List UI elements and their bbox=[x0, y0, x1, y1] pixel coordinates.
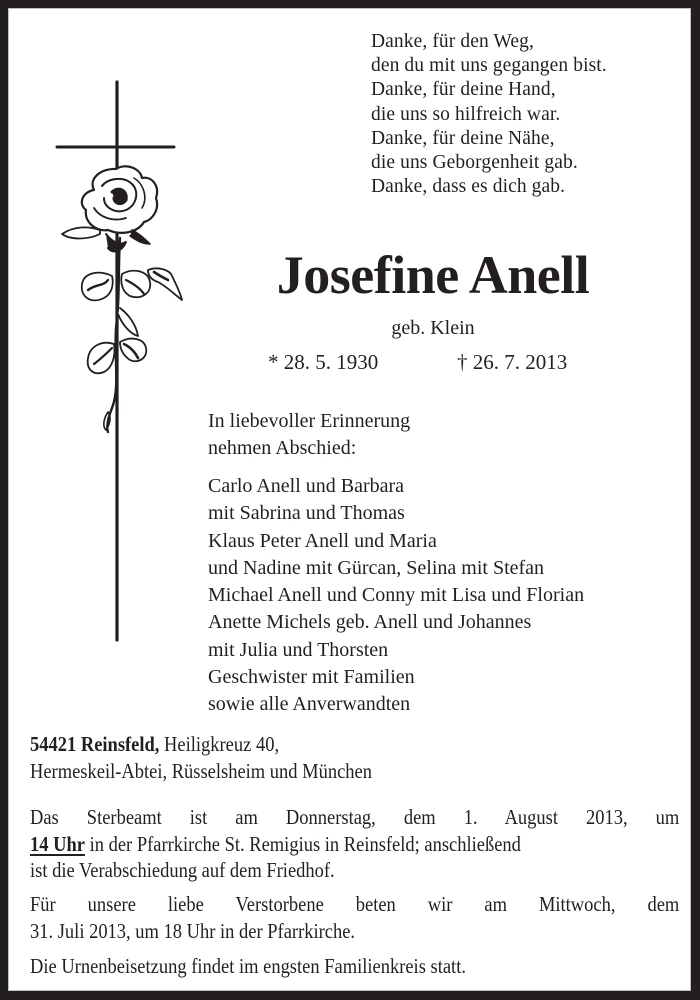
address-city: 54421 Reinsfeld, bbox=[30, 732, 160, 756]
prayer-line-1: Für unsere liebe Verstorbene beten wir am Mittwoch, dem bbox=[30, 892, 680, 916]
mourner-line: Geschwister mit Familien bbox=[208, 666, 415, 689]
funeral-service-info bbox=[30, 804, 679, 884]
obituary-notice bbox=[8, 8, 691, 991]
poem-line: die uns Geborgenheit gab. bbox=[371, 151, 578, 173]
mourner-line: mit Sabrina und Thomas bbox=[208, 502, 405, 525]
mourner-line: Anette Michels geb. Anell und Johannes bbox=[208, 611, 532, 634]
mourner-line: Klaus Peter Anell und Maria bbox=[208, 529, 437, 552]
poem-line: Danke, für deine Hand, bbox=[371, 79, 556, 101]
mourner-line: mit Julia und Thorsten bbox=[208, 638, 389, 661]
poem-line: Danke, dass es dich gab. bbox=[371, 176, 566, 198]
service-location: in der Pfarrkirche St. Remigius in Reinsfeld; anschließend bbox=[84, 831, 521, 856]
mourner-line: Carlo Anell und Barbara bbox=[208, 475, 405, 497]
deceased-name: Josefine Anell bbox=[276, 245, 590, 305]
service-line-2 bbox=[30, 831, 679, 858]
maiden-name: geb. Klein bbox=[391, 317, 475, 339]
poem bbox=[371, 30, 607, 199]
poem-line: Danke, für deine Nähe, bbox=[371, 127, 555, 149]
mourner-line: Michael Anell und Conny mit Lisa und Florian bbox=[208, 584, 585, 607]
address-street: Heiligkreuz 40, bbox=[159, 732, 280, 756]
service-line-1: Das Sterbeamt ist am Donnerstag, dem 1. August 2013, um bbox=[30, 805, 680, 829]
death-date: † 26. 7. 2013 bbox=[457, 350, 568, 374]
mourners-list bbox=[208, 473, 584, 719]
poem-line: Danke, für den Weg, bbox=[371, 31, 534, 52]
address-line-2: Hermeskeil-Abtei, Rüsselsheim und München bbox=[30, 758, 373, 783]
poem-line: die uns so hilfreich war. bbox=[371, 103, 561, 125]
burial-line-1: Die Urnenbeisetzung findet im engsten Familienkreis statt. bbox=[30, 954, 466, 978]
mourner-line: sowie alle Anverwandten bbox=[208, 693, 411, 716]
poem-line: den du mit uns gegangen bist. bbox=[371, 55, 607, 77]
service-time: 14 Uhr bbox=[30, 831, 85, 856]
family-address bbox=[30, 731, 679, 784]
prayer-line-2: 31. Juli 2013, um 18 Uhr in der Pfarrkirche. bbox=[30, 918, 356, 943]
intro-line: nehmen Abschied: bbox=[208, 437, 357, 459]
burial-info bbox=[30, 953, 679, 980]
service-line-3: ist die Verabschiedung auf dem Friedhof. bbox=[30, 858, 335, 882]
prayer-info bbox=[30, 891, 679, 944]
mourner-line: und Nadine mit Gürcan, Selina mit Stefan bbox=[208, 556, 545, 579]
address-line-1 bbox=[30, 731, 679, 758]
birth-date: * 28. 5. 1930 bbox=[268, 350, 379, 374]
mourners-intro bbox=[208, 408, 410, 462]
intro-line: In liebevoller Erinnerung bbox=[208, 410, 411, 432]
